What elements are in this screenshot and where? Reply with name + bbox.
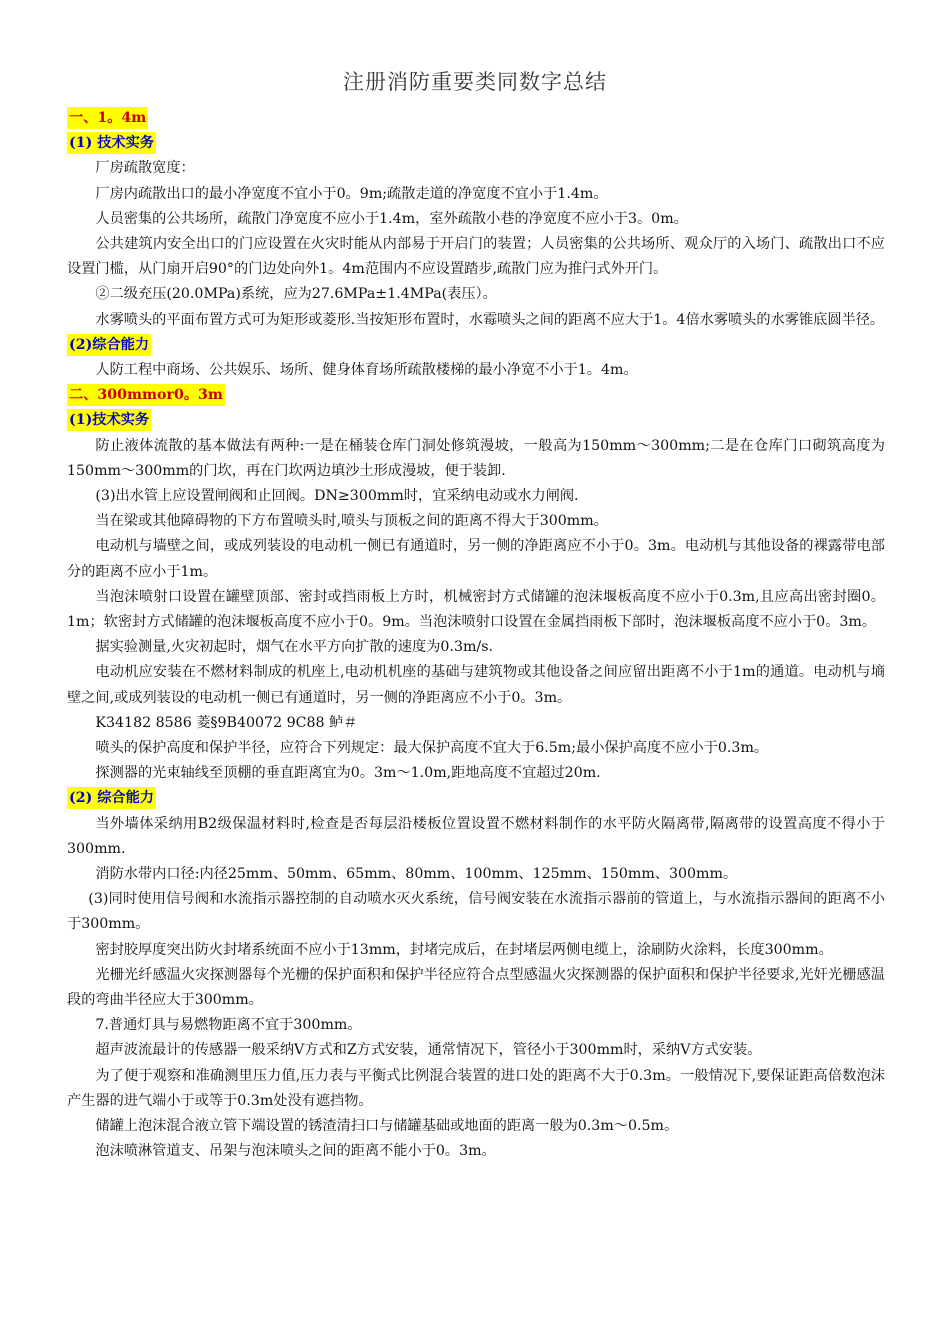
subsection-heading: (2)综合能力	[67, 334, 151, 356]
paragraph: 防止液体流散的基本做法有两种:一是在桶装仓库门洞处修筑漫坡，一般高为150mm～300mm;二是在仓库门口砌筑高度为150mm～300mm的门坎，再在门坎两边填沙土形成漫坡，便于装卸.	[67, 437, 885, 479]
section-heading-row	[67, 383, 885, 408]
section-heading: 二、300mmor0。3m	[67, 384, 225, 406]
paragraph: 人员密集的公共场所，疏散门净宽度不应小于1.4m，室外疏散小巷的净宽度不应小于3。0m。	[95, 210, 688, 227]
paragraph: 当外墙体采纳用B2级保温材料时,检查是否每层沿楼板位置设置不燃材料制作的水平防火隔离带,隔离带的设置高度不得小于300mm.	[67, 815, 885, 857]
paragraph: 光栅光纤感温火灾探测器每个光栅的保护面积和保护半径应符合点型感温火灾探测器的保护面积和保护半径要求,光奸光栅感温段的弯曲半径应大于300mm。	[67, 966, 885, 1009]
subsection-heading-row	[67, 786, 885, 811]
paragraph: 据实验测量,火灾初起时，烟气在水平方向扩散的速度为0.3m/s.	[95, 639, 493, 656]
subsection-heading-row	[67, 333, 885, 358]
paragraph: 探测器的光束轴线至顶棚的垂直距离宜为0。3m～1.0m,距地高度不宜超过20m.	[95, 765, 601, 782]
paragraph: 消防水带内口径:内径25mm、50mm、65mm、80mm、100mm、125mm、150mm、300mm。	[95, 866, 738, 882]
paragraph: (3)同时使用信号阀和水流指示器控制的自动喷水灭火系统，信号阀安装在水流指示器前的管道上，与水流指示器间的距离不小于300mm。	[67, 891, 885, 933]
section-heading-row	[67, 106, 885, 131]
paragraph: 为了便于观察和准确测里压力值,压力表与平衡式比例混合装置的进口处的距离不大于0.3m。一般情况下,要保证距高倍数泡沫产生器的进气端小于或等于0.3m处没有遮挡物。	[67, 1067, 885, 1109]
paragraph: 电动机与墙壁之间，或成列装设的电动机一侧已有通道时，另一侧的净距离应不小于0。3m。电动机与其他设备的裸露带电部分的距离不应小于1m。	[67, 538, 885, 580]
subsection-heading-row	[67, 131, 885, 156]
subsection-heading: (1)技术实务	[67, 409, 151, 431]
paragraph: K34182 8586 菱§9B40072 9C88 鲈＃	[95, 714, 358, 731]
subsection-heading-row	[67, 408, 885, 433]
paragraph: ②二级充压(20.0MPa)系统，应为27.6MPa±1.4MPa(表压）。	[95, 286, 497, 303]
page-title: 注册消防重要类同数字总结	[343, 70, 607, 94]
section-heading: 一、1。4m	[67, 107, 148, 129]
paragraph: 超声波流最计的传感器一般采纳V方式和Z方式安装，通常情况下，管径小于300mm时，采纳V方式安装。	[95, 1042, 762, 1059]
document-body	[67, 106, 885, 1164]
paragraph: 7.普通灯具与易燃物距离不宜于300mm。	[95, 1017, 362, 1034]
paragraph: 喷头的保护高度和保护半径，应符合下列规定：最大保护高度不宜大于6.5m;最小保护高度不应小于0.3m。	[95, 740, 769, 756]
paragraph: 当在梁或其他障碍物的下方布置喷头时,喷头与顶板之间的距离不得大于300mm。	[95, 513, 608, 530]
subsection-heading: (1) 技术实务	[67, 132, 156, 154]
paragraph: (3)出水管上应设置闸阀和止回阀。DN≥300mm时，宜采纳电动或水力闸阀.	[95, 487, 579, 504]
paragraph: 公共建筑内安全出口的门应设置在火灾时能从内部易于开启门的装置；人员密集的公共场所、观众厅的入场门、疏散出口不应设置门槛，从门扇开启90°的门边处向外1。4m范围内不应设置踏步,疏散门应为推闩式外开门。	[67, 235, 885, 278]
paragraph: 人防工程中商场、公共娱乐、场所、健身体育场所疏散楼梯的最小净宽不小于1。4m。	[95, 361, 638, 378]
paragraph: 厂房内疏散出口的最小净宽度不宜小于0。9m;疏散走道的净宽度不宜小于1.4m。	[95, 185, 608, 202]
paragraph: 储罐上泡沫混合液立管下端设置的锈渣清扫口与储罐基础或地面的距离一般为0.3m～0.5m。	[95, 1118, 679, 1135]
subsection-heading: (2) 综合能力	[67, 787, 156, 809]
paragraph: 当泡沫喷射口设置在罐壁顶部、密封或挡雨板上方时，机械密封方式储罐的泡沫堰板高度不应小于0.3m,且应高出密封圈0。1m；软密封方式储罐的泡沫堰板高度不应小于0。9m。当泡沫喷射口设置在金属挡雨板下部时，泡沫堰板高度不应小于0。3m。	[67, 588, 885, 630]
paragraph: 泡沫喷淋管道支、吊架与泡沫喷头之间的距离不能小于0。3m。	[95, 1143, 496, 1160]
paragraph: 电动机应安装在不燃材料制成的机座上,电动机机座的基础与建筑物或其他设备之间应留出距离不小于1m的通道。电动机与墒壁之间,或成列装设的电动机一侧已有通道时，另一侧的净距离应不小于0。3m。	[67, 664, 885, 706]
paragraph: 密封胶厚度突出防火封堵系统面不应小于13mm，封堵完成后，在封堵层两侧电缆上，涂刷防火涂料，长度300mm。	[95, 941, 833, 958]
paragraph: 厂房疏散宽度：	[95, 160, 195, 177]
paragraph: 水雾喷头的平面布置方式可为矩形或菱形.当按矩形布置时，水霉喷头之间的距离不应大于1。4倍水雾喷头的水雾锥底圆半径。	[95, 311, 885, 328]
